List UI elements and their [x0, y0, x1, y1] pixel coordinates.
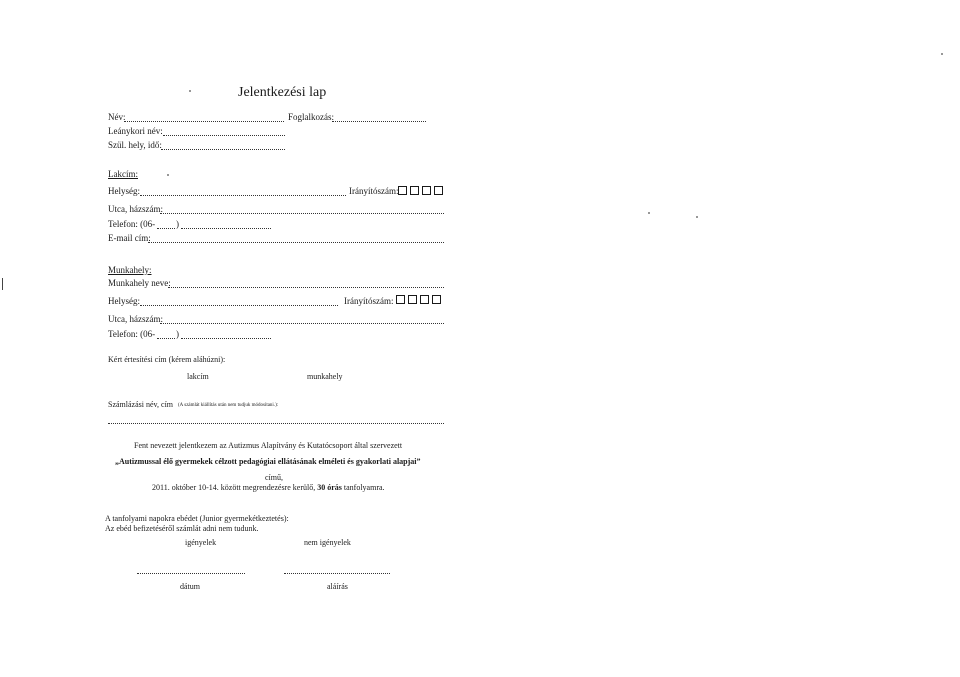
munkahely-utca-label: Utca, házszám: — [108, 314, 163, 324]
alairas-field[interactable] — [284, 573, 390, 574]
postal-digit-box[interactable] — [420, 295, 429, 304]
page-title: Jelentkezési lap — [238, 85, 327, 100]
szamlazasi-label: Számlázási név, cím — [108, 400, 174, 409]
postal-digit-box[interactable] — [396, 295, 405, 304]
scan-speck — [648, 212, 650, 214]
lakcim-telefon-close: ) — [176, 219, 179, 229]
lakcim-heading: Lakcím: — [108, 169, 138, 179]
szul-hely-ido-field[interactable] — [161, 149, 285, 150]
postal-digit-box[interactable] — [408, 295, 417, 304]
lakcim-email-field[interactable] — [148, 242, 444, 243]
course-title: „Autizmussal élő gyermekek célzott pedagógiai ellátásának elméleti és gyakorlati alapjai” — [115, 457, 421, 466]
postal-digit-box[interactable] — [398, 186, 407, 195]
lunch-line2: Az ebéd befizetéséről számlát adni nem tudunk. — [105, 524, 259, 533]
scan-speck — [189, 90, 191, 92]
szamlazasi-note: (A számlát kiállítás után nem tudjuk módosítani.): — [178, 403, 279, 408]
munkahely-heading: Munkahely: — [108, 265, 152, 275]
alairas-label: aláírás — [327, 582, 348, 591]
leanykori-nev-label: Leánykori név: — [108, 126, 163, 136]
scan-speck — [941, 53, 943, 55]
lakcim-telefon-prefix: Telefon: (06- — [108, 219, 156, 229]
foglalkozas-label: Foglalkozás: — [288, 112, 334, 122]
lunch-option-no[interactable]: nem igényelek — [304, 538, 351, 547]
ertesitesi-option-lakcim[interactable]: lakcím — [187, 372, 209, 381]
munkahely-telefon-area-field[interactable] — [157, 338, 175, 339]
lakcim-iranyitoszam-boxes — [398, 186, 443, 195]
postal-digit-box[interactable] — [432, 295, 441, 304]
lunch-option-yes[interactable]: igényelek — [185, 538, 217, 547]
ertesitesi-label: Kért értesítési cím (kérem aláhúzni): — [108, 355, 226, 364]
munkahely-iranyitoszam-boxes — [396, 295, 441, 304]
munkahely-neve-label: Munkahely neve: — [108, 278, 171, 288]
szul-hely-ido-label: Szül. hely, idő: — [108, 140, 162, 150]
statement-cimu: című, — [265, 473, 283, 482]
leanykori-nev-field[interactable] — [163, 135, 285, 136]
scan-edge-mark — [2, 278, 3, 290]
postal-digit-box[interactable] — [410, 186, 419, 195]
munkahely-telefon-prefix: Telefon: (06- — [108, 329, 156, 339]
lakcim-helyseg-field[interactable] — [140, 195, 346, 196]
nev-field[interactable] — [124, 121, 284, 122]
munkahely-telefon-close: ) — [176, 329, 179, 339]
munkahely-telefon-number-field[interactable] — [181, 338, 271, 339]
datum-field[interactable] — [137, 573, 245, 574]
munkahely-neve-field[interactable] — [168, 287, 444, 288]
munkahely-iranyitoszam-label: Irányítószám: — [344, 296, 394, 306]
lunch-line1: A tanfolyami napokra ebédet (Junior gyermekétkeztetés): — [105, 514, 289, 523]
scan-speck — [167, 174, 169, 176]
lakcim-utca-field[interactable] — [160, 213, 444, 214]
statement-dates-prefix: 2011. október 10-14. között megrendezésre kerülő, — [152, 483, 316, 492]
postal-digit-box[interactable] — [434, 186, 443, 195]
statement-dates-suffix: tanfolyamra. — [343, 483, 385, 492]
lakcim-iranyitoszam-label: Irányítószám: — [349, 186, 399, 196]
munkahely-helyseg-label: Helység: — [108, 296, 140, 306]
nev-label: Név: — [108, 112, 126, 122]
lakcim-utca-label: Utca, házszám: — [108, 204, 163, 214]
statement-dates — [152, 484, 385, 492]
lakcim-telefon-number-field[interactable] — [181, 228, 271, 229]
lakcim-telefon-area-field[interactable] — [157, 228, 175, 229]
lakcim-email-label: E-mail cím: — [108, 233, 151, 243]
statement-hours: 30 órás — [317, 483, 342, 492]
foglalkozas-field[interactable] — [332, 121, 426, 122]
statement-line1: Fent nevezett jelentkezem az Autizmus Alapítvány és Kutatócsoport által szervezett — [134, 441, 403, 450]
munkahely-utca-field[interactable] — [160, 323, 444, 324]
datum-label: dátum — [180, 582, 200, 591]
scan-speck — [696, 216, 698, 218]
szamlazasi-field[interactable] — [108, 423, 444, 424]
lakcim-helyseg-label: Helység: — [108, 186, 140, 196]
ertesitesi-option-munkahely[interactable]: munkahely — [307, 372, 343, 381]
munkahely-helyseg-field[interactable] — [140, 305, 338, 306]
postal-digit-box[interactable] — [422, 186, 431, 195]
